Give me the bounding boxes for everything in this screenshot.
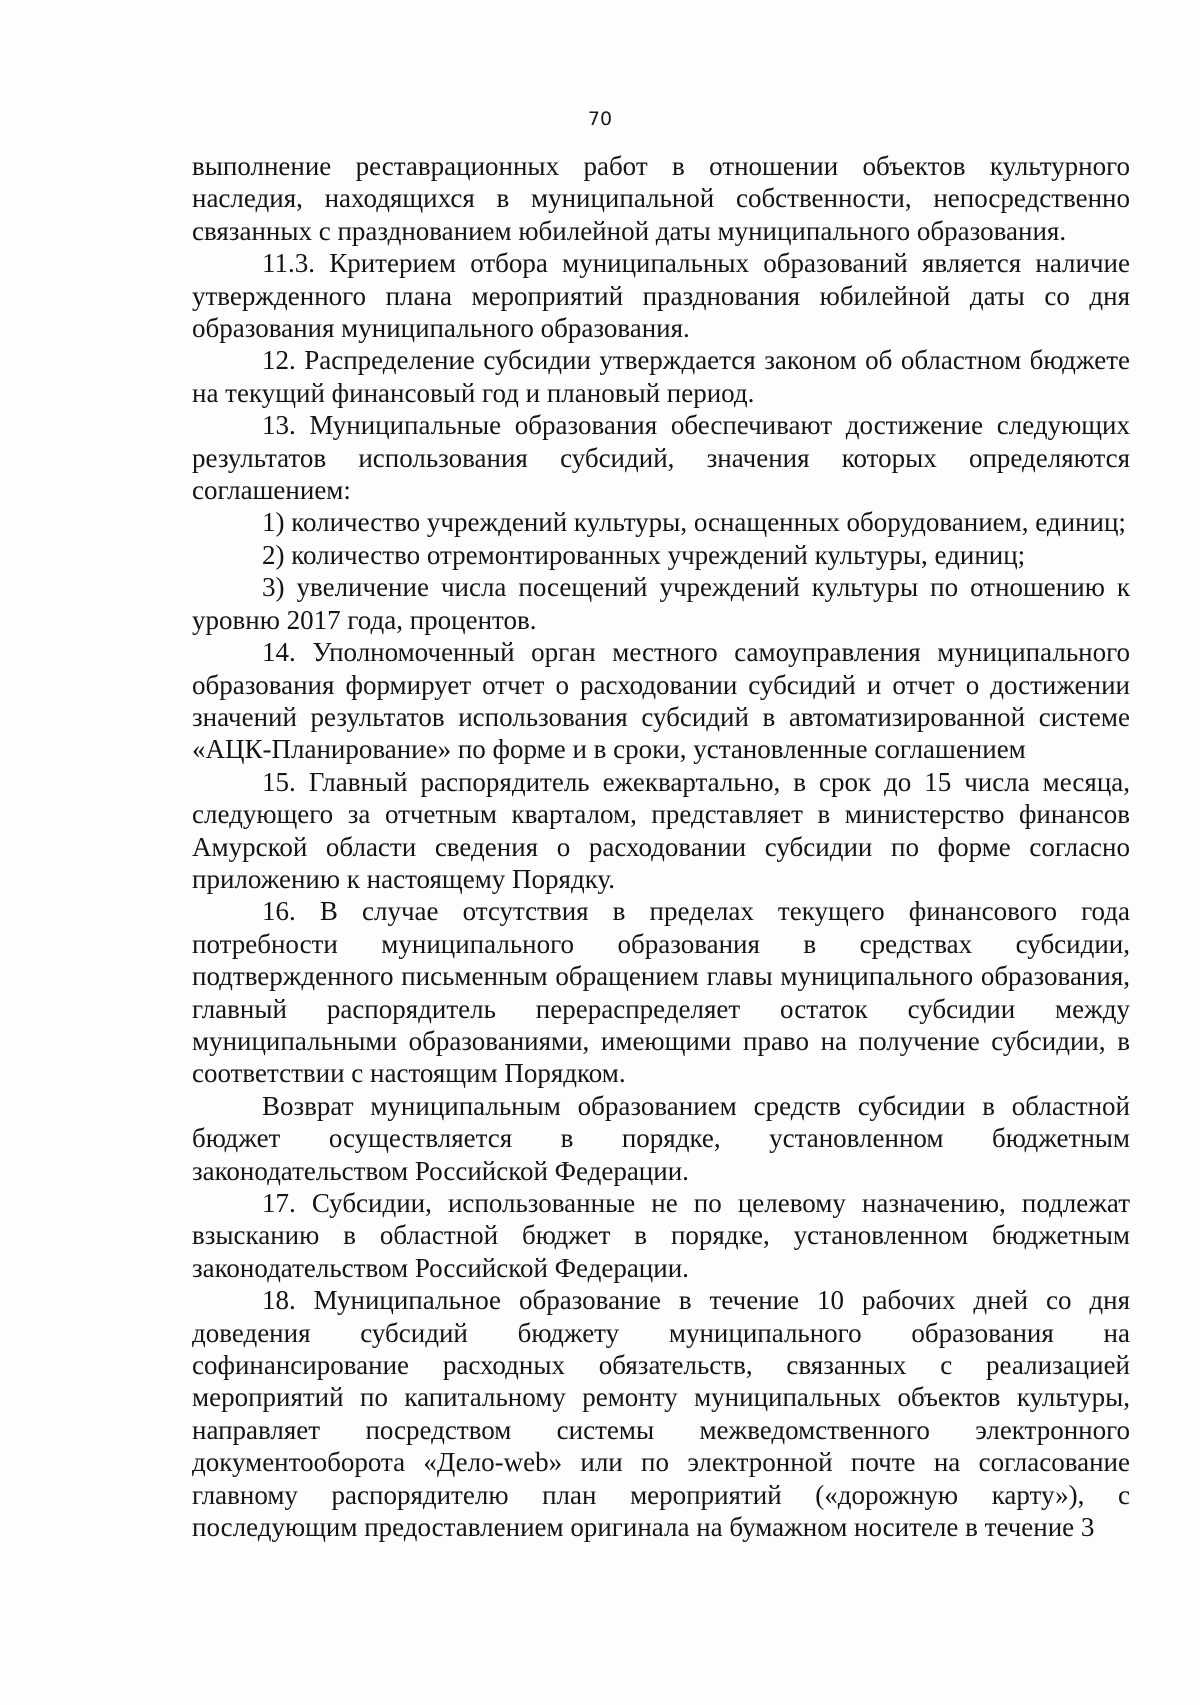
paragraph-17: 17. Субсидии, использованные не по целевому назначению, подлежат взысканию в областной бюджет в порядке, установленном бюджетным законодательством Российской Федерации. xyxy=(192,1188,1130,1283)
list-item-2: 2) количество отремонтированных учреждений культуры, единиц; xyxy=(262,539,1026,570)
paragraph-12: 12. Распределение субсидии утверждается законом об областном бюджете на текущий финансовый год и плановый период. xyxy=(192,345,1130,408)
paragraph-13: 13. Муниципальные образования обеспечивают достижение следующих результатов использования субсидий, значения которых определяются соглашением: xyxy=(192,410,1130,506)
paragraph-14: 14. Уполномоченный орган местного самоуправления муниципального образования формирует отчет о расходовании субсидий и отчет о достижении значений результатов использования субсидий в автоматизированной системе «АЦК-Планирование» по форме и в сроки, установленные соглашением xyxy=(192,637,1130,765)
paragraph-continuation: выполнение реставрационных работ в отношении объектов культурного наследия, находящихся в муниципальной собственности, непосредственно связанных с празднованием юбилейной даты муниципального образования. xyxy=(192,151,1130,246)
page-number: 70 xyxy=(587,108,613,130)
list-item-3: 3) увеличение числа посещений учреждений культуры по отношению к уровню 2017 года, процентов. xyxy=(192,572,1130,635)
paragraph-16-return: Возврат муниципальным образованием средств субсидии в областной бюджет осуществляется в порядке, установленном бюджетным законодательством Российской Федерации. xyxy=(192,1090,1130,1186)
paragraph-18: 18. Муниципальное образование в течение 10 рабочих дней со дня доведения субсидий бюджету муниципального образования на софинансирование расходных обязательств, связанных с реализацией мероприятий по капитальному ремонту муниципальных объектов культуры, направляет посредством системы межведомственного электронного документооборота «Дело-web» или по электронной почте на согласование главному распорядителю план мероприятий («дорожную карту»), с последующим предоставлением оригинала на бумажном носителе в течение 3 xyxy=(192,1285,1130,1543)
list-item-1: 1) количество учреждений культуры, оснащенных оборудованием, единиц; xyxy=(262,507,1126,538)
paragraph-15: 15. Главный распорядитель ежеквартально, в срок до 15 числа месяца, следующего за отчетным кварталом, представляет в министерство финансов Амурской области сведения о расходовании субсидии по форме согласно приложению к настоящему Порядку. xyxy=(192,766,1130,894)
paragraph-16: 16. В случае отсутствия в пределах текущего финансового года потребности муниципального образования в средствах субсидии, подтвержденного письменным обращением главы муниципального образования, главный распорядитель перераспределяет остаток субсидии между муниципальными образованиями, имеющими право на получение субсидии, в соответствии с настоящим Порядком. xyxy=(192,896,1130,1089)
paragraph-11-3: 11.3. Критерием отбора муниципальных образований является наличие утвержденного плана мероприятий празднования юбилейной даты со дня образования муниципального образования. xyxy=(192,248,1130,344)
document-body xyxy=(192,150,1130,1543)
